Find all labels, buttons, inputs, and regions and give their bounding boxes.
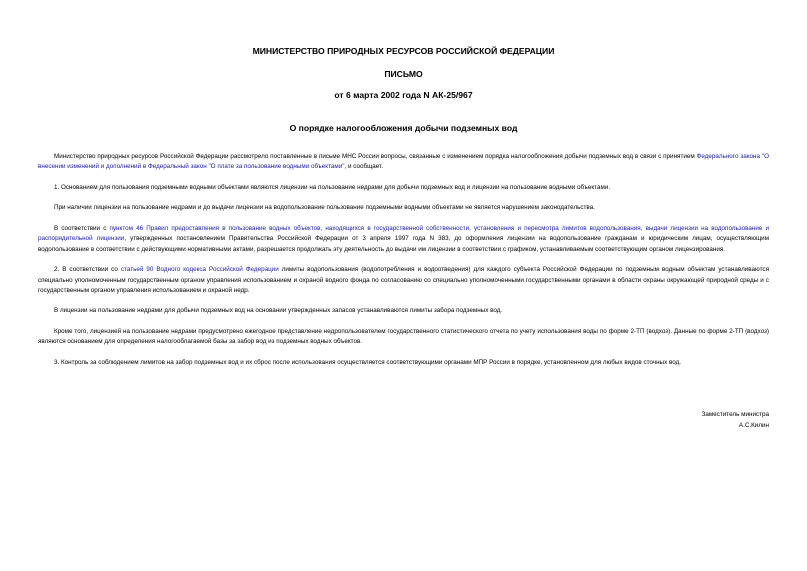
paragraph-intro: Министерство природных ресурсов Российской Федерации рассмотрело поставленные в письме МНС России вопросы, связанные с изменением порядка налогообложения добычи подземных вод в связи с принятием Федерального закона "О внесении изменений и дополнений в Федеральный закон "О плате за пользование водными объектами", и сообщает. [38,153,769,171]
paragraph-6: Кроме того, лицензией на пользование недрами предусмотрено ежегодное представление недропользователем государственного статистического отчета по учету использования воды по форме 2-ТП (водхоз). Данные по форме 2-ТП (водхоз) являются основанием для определения налогооблагаемой базы за забор вод из подземных водных объектов. [38,328,769,346]
paragraph-2: При наличии лицензии на пользование недрами и до выдачи лицензии на водопользование пользование подземными водными объектами не является нарушением законодательства. [54,204,595,212]
paragraph-4: 2. В соответствии со статьей 90 Водного кодекса Российской Федерации лимиты водопользования (водопотребления и водоотведения) для каждого субъекта Российской Федерации по подземным водным объектам устанавливаются специально уполномоченным государственным органом управления использованием и охраной водного фонда по согласованию со специально уполномоченными государственными органами в области охраны окружающей природной среды и с государственным органом управления использованием и охраной недр. [38,266,769,294]
rules-point-46-link[interactable]: пунктом 46 Правил предоставления в пользование водных объектов, находящихся в государственной собственности, установления и пересмотра лимитов водопользования, выдачи лицензии на водопользование и распорядительной лицензии [38,225,770,243]
signatory-position: Заместитель министра [701,411,769,418]
paragraph-3: В соответствии с пунктом 46 Правил предоставления в пользование водных объектов, находящихся в государственной собственности, установления и пересмотра лимитов водопользования, выдачи лицензии на водопользование и распорядительной лицензии, утвержденных постановлением Правительства Российской Федерации от 3 апреля 1997 года N 383, до оформления лицензии на водопользование гражданам и юридическим лицам, осуществляющим водопользование в соответствии с действующими нормативными актами, разрешается продолжать эту деятельность до выдачи им лицензии в соответствии с графиком, устанавливаемым соответствующим органом лицензирования. [38,225,770,253]
document-date-number: от 6 марта 2002 года N АК-25/967 [334,90,473,100]
document-body [38,152,769,379]
document-type: ПИСЬМО [384,69,423,79]
signatory-name: А.С.Килин [738,421,769,429]
water-code-article-90-link[interactable]: статьей 90 Водного кодекса Российской Федерации [120,266,279,274]
paragraph-7: 3. Контроль за соблюдением лимитов на забор подземных вод и их сброс после использования осуществляется соответствующими органами МПР России в порядке, установленном для любых видов сточных вод. [54,358,682,366]
paragraph-1: 1. Основанием для пользования подземными водными объектами являются лицензии на пользование недрами для добычи подземных вод и лицензии на пользование водными объектами. [54,183,611,191]
federal-law-link[interactable]: Федерального закона "О внесении изменений и дополнений в Федеральный закон "О плате за пользование водными объектами" [38,153,769,171]
signature-block [702,410,769,431]
document-subject: О порядке налогообложения добычи подземных вод [289,123,518,133]
ministry-title: МИНИСТЕРСТВО ПРИРОДНЫХ РЕСУРСОВ РОССИЙСКОЙ ФЕДЕРАЦИИ [252,46,555,56]
paragraph-5: В лицензии на пользование недрами для добычи подземных вод на основании утвержденных запасов устанавливаются лимиты забора подземных вод. [54,307,503,315]
